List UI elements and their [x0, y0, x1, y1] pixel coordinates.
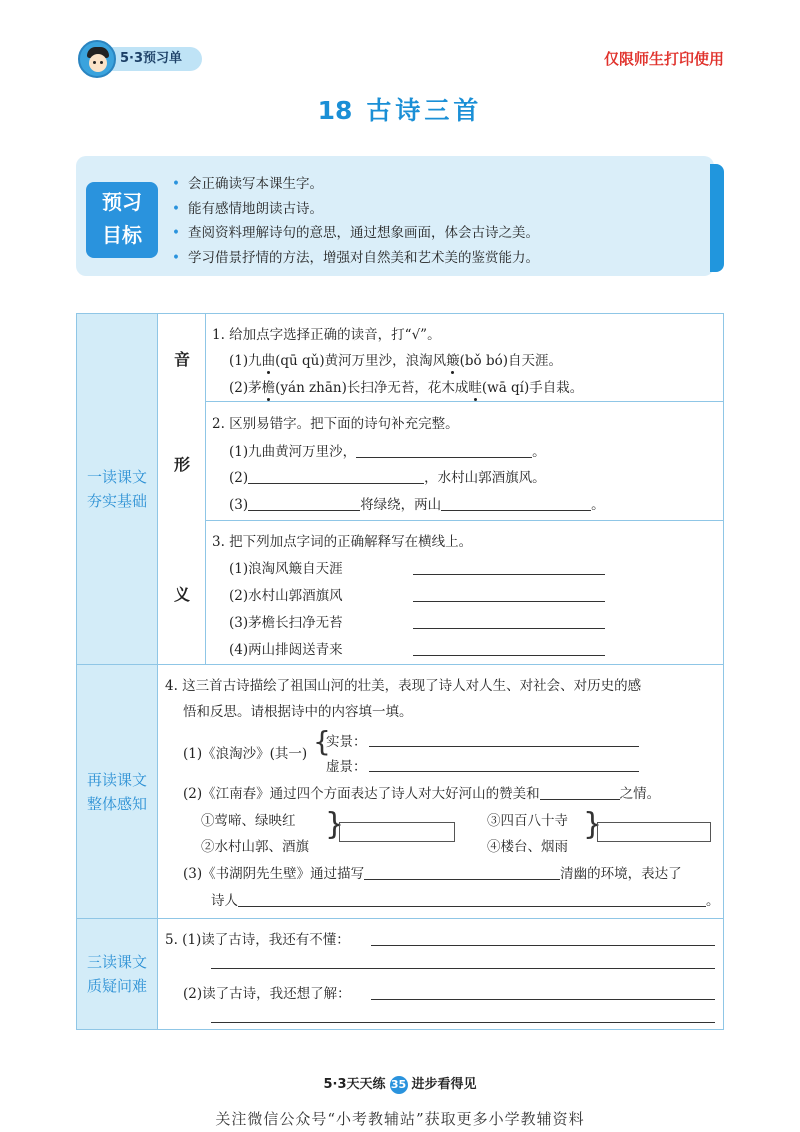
q4-p2 [183, 782, 660, 802]
goals-tag [86, 182, 158, 258]
q4-prompt-line2: 悟和反思。请根据诗中的内容填一填。 [183, 704, 413, 720]
q4-p1-virtual: 虚景： [326, 759, 367, 775]
footer-left: 5·3天天练 [323, 1077, 386, 1092]
q4-p3-text: (3)《书湖阴先生壁》通过描写 [183, 866, 365, 882]
q2-l3-blank1[interactable] [248, 496, 360, 511]
q5-line1: 5. (1)读了古诗，我还有不懂： [165, 932, 350, 948]
q4-p3-blank[interactable] [364, 865, 560, 880]
brace-icon: } [583, 807, 603, 842]
q3-item: (4)两山排闼送青来 [229, 642, 343, 658]
q2-l2-end: ，水村山郭酒旗风。 [424, 470, 546, 486]
q4-p2-item: ②水村山郭、酒旗 [201, 839, 309, 855]
q1-l2-c: (wā qí)手自栽。 [481, 380, 584, 396]
q1-l1-c: (bǒ bó)自天涯。 [459, 353, 562, 369]
brace-icon: { [313, 725, 331, 758]
q1-l1-a: (1)九 [229, 353, 262, 369]
section-2-label [77, 665, 157, 918]
section-2-line1: 再读课文 [86, 770, 147, 789]
q4-p3-blank2[interactable] [238, 892, 706, 907]
page-number: 35 [390, 1076, 408, 1094]
q4-p2-item: ①莺啼、绿映红 [201, 813, 296, 829]
q2-line3 [229, 493, 605, 513]
goal-item: • 查阅资料理解诗句的意思，通过想象画面，体会古诗之美。 [172, 221, 539, 246]
sub-label-form: 形 [173, 455, 190, 474]
q4-p3-line2 [211, 889, 720, 909]
sub-label-meaning: 义 [173, 585, 190, 604]
lesson-number: 18 [317, 96, 353, 125]
mascot-avatar-icon [78, 40, 116, 78]
q1-prompt: 1. 给加点字选择正确的读音，打“√”。 [212, 327, 441, 343]
q1-l1-dotted: 曲 [262, 349, 276, 369]
section-1-line2: 夯实基础 [86, 492, 147, 510]
q1-l2-dotted: 檐 [262, 376, 276, 396]
lesson-title: 古诗三首 [366, 96, 483, 125]
section-3-label [77, 919, 157, 1029]
section-1-line1: 一读课文 [86, 468, 147, 486]
q4-p3-end: 。 [706, 893, 720, 909]
q4-real-scene-line[interactable] [369, 746, 639, 747]
q4-p2-answer-box-2[interactable] [597, 822, 711, 842]
q2-l1-blank[interactable] [356, 443, 532, 458]
q1-l2-b: (yán zhān)长扫净无苔，花木成 [275, 380, 469, 396]
q4-prompt-line1: 4. 这三首古诗描绘了祖国山河的壮美，表现了诗人对人生、对社会、对历史的感 [165, 678, 642, 694]
q4-p2-item: ④楼台、烟雨 [487, 839, 568, 855]
goal-item: • 能有感情地朗读古诗。 [172, 197, 539, 222]
q4-p1-label: (1)《浪淘沙》(其一) [183, 746, 308, 762]
q3-item: (1)浪淘风簸自天涯 [229, 561, 343, 577]
section-2-line2: 整体感知 [86, 794, 147, 813]
page-title [0, 91, 800, 127]
q2-l3-end: 。 [591, 497, 605, 513]
q2-line2 [229, 466, 546, 486]
q2-l2-text: (2) [229, 470, 249, 486]
q4-p1-real: 实景： [326, 734, 367, 750]
goals-edge-accent [710, 164, 724, 272]
page-footer [0, 1073, 800, 1094]
q5-answer-line[interactable] [211, 968, 715, 969]
q4-virtual-scene-line[interactable] [369, 771, 639, 772]
goals-tag-line1: 预习 [102, 190, 142, 214]
goals-tag-line2: 目标 [102, 223, 142, 247]
series-label: 5·3预习单 [100, 47, 202, 71]
q3-answer-line[interactable] [413, 574, 605, 575]
q2-prompt: 2. 区别易错字。把下面的诗句补充完整。 [212, 416, 459, 432]
q4-p3-mid: 清幽的环境，表达了 [560, 866, 682, 882]
q1-l1-b: (qū qǔ)黄河万里沙，浪淘风 [275, 353, 447, 369]
section-3-line2: 质疑问难 [86, 977, 147, 995]
preview-goals-box [76, 156, 714, 276]
q5-line2: (2)读了古诗，我还想了解： [183, 986, 351, 1002]
q5-answer-line[interactable] [211, 1022, 715, 1023]
q4-p2-end: 之情。 [619, 786, 661, 802]
q1-line2 [229, 376, 583, 396]
q3-answer-line[interactable] [413, 655, 605, 656]
q2-l3-text: (3) [229, 497, 249, 513]
goal-item: • 会正确读写本课生字。 [172, 172, 539, 197]
q3-prompt: 3. 把下列加点字词的正确解释写在横线上。 [212, 534, 473, 550]
worksheet-table [76, 313, 724, 1030]
q2-l1-text: (1)九曲黄河万里沙， [229, 444, 357, 460]
q2-l3-blank2[interactable] [441, 496, 591, 511]
q3-item: (3)茅檐长扫净无苔 [229, 615, 343, 631]
q3-answer-line[interactable] [413, 628, 605, 629]
footer-right: 进步看得见 [411, 1077, 477, 1092]
q1-l2-a: (2)茅 [229, 380, 262, 396]
q3-answer-line[interactable] [413, 601, 605, 602]
q4-p2-blank[interactable] [540, 785, 620, 800]
q4-p3-line2-text: 诗人 [211, 893, 238, 909]
q4-p3 [183, 862, 682, 882]
section-1-label [77, 314, 157, 664]
sub-label-pronunciation: 音 [173, 350, 190, 369]
q4-p2-item: ③四百八十寺 [487, 813, 568, 829]
brace-icon: } [325, 807, 345, 842]
q3-item: (2)水村山郭酒旗风 [229, 588, 343, 604]
usage-restriction: 仅限师生打印使用 [603, 50, 724, 68]
q5-answer-line[interactable] [371, 999, 715, 1000]
q1-l2-dotted2: 畦 [468, 376, 482, 396]
watermark-text: 关注微信公众号“小考教辅站”获取更多小学教辅资料 [215, 1110, 585, 1128]
section-3-line1: 三读课文 [86, 953, 147, 971]
q4-p2-text: (2)《江南春》通过四个方面表达了诗人对大好河山的赞美和 [183, 786, 540, 802]
q2-l2-blank[interactable] [248, 469, 424, 484]
q4-p2-answer-box-1[interactable] [339, 822, 455, 842]
goals-list [172, 172, 539, 270]
q2-l3-mid: 将绿绕，两山 [360, 497, 442, 513]
q2-line1 [229, 440, 546, 460]
goal-item: • 学习借景抒情的方法，增强对自然美和艺术美的鉴赏能力。 [172, 246, 539, 271]
q2-l1-end: 。 [532, 444, 546, 460]
q1-line1 [229, 349, 562, 369]
q1-l1-dotted2: 簸 [446, 349, 460, 369]
q5-answer-line[interactable] [371, 945, 715, 946]
